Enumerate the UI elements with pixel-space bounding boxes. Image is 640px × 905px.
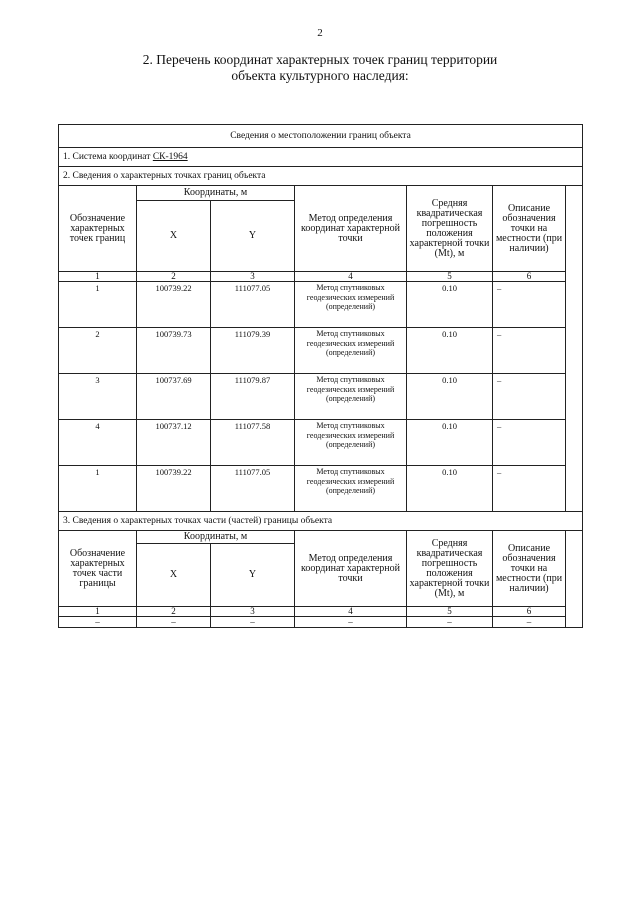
table-row bbox=[59, 328, 583, 374]
header-designation: Обозначение характерных точек границ bbox=[59, 186, 137, 272]
empty-cell: – bbox=[59, 617, 137, 628]
coordinates-table bbox=[58, 118, 583, 628]
method: Метод спутниковых геодезических измерений (определений) bbox=[295, 420, 407, 466]
coord-y: 111079.87 bbox=[211, 374, 295, 420]
header-method-part: Метод определения координат характерной точки bbox=[295, 531, 407, 607]
header-error: Средняя квадратическая погрешность положения характерной точки (Mt), м bbox=[407, 186, 493, 272]
page-number: 2 bbox=[317, 27, 323, 39]
error-value: 0.10 bbox=[407, 282, 493, 328]
column-number: 4 bbox=[295, 607, 407, 617]
header-x: X bbox=[137, 201, 211, 272]
header-description: Описание обозначения точки на местности (при наличии) bbox=[493, 186, 566, 272]
empty-cell: – bbox=[295, 617, 407, 628]
column-number: 1 bbox=[59, 607, 137, 617]
method: Метод спутниковых геодезических измерений (определений) bbox=[295, 374, 407, 420]
point-id: 2 bbox=[59, 328, 137, 374]
header-description-part: Описание обозначения точки на местности (при наличии) bbox=[493, 531, 566, 607]
coordinate-system bbox=[59, 148, 583, 167]
header-y-part: Y bbox=[211, 544, 295, 607]
header-designation-part: Обозначение характерных точек части границы bbox=[59, 531, 137, 607]
column-number: 3 bbox=[211, 272, 295, 282]
column-number-row bbox=[59, 607, 583, 617]
page-heading bbox=[60, 52, 580, 84]
heading-line-2: объекта культурного наследия: bbox=[231, 68, 409, 83]
coord-x: 100737.69 bbox=[137, 374, 211, 420]
coord-x: 100739.22 bbox=[137, 282, 211, 328]
method: Метод спутниковых геодезических измерений (определений) bbox=[295, 466, 407, 512]
point-id: 4 bbox=[59, 420, 137, 466]
method: Метод спутниковых геодезических измерений (определений) bbox=[295, 328, 407, 374]
column-number: 5 bbox=[407, 272, 493, 282]
table-row bbox=[59, 282, 583, 328]
column-number: 4 bbox=[295, 272, 407, 282]
coord-x: 100737.12 bbox=[137, 420, 211, 466]
column-number: 2 bbox=[137, 272, 211, 282]
header-x-part: X bbox=[137, 544, 211, 607]
column-number: 6 bbox=[493, 272, 566, 282]
empty-cell: – bbox=[493, 617, 566, 628]
point-description: – bbox=[493, 466, 566, 512]
empty-cell: – bbox=[211, 617, 295, 628]
column-number: 3 bbox=[211, 607, 295, 617]
heading-line-1: 2. Перечень координат характерных точек границ территории bbox=[142, 52, 498, 67]
coord-x: 100739.22 bbox=[137, 466, 211, 512]
table-row bbox=[59, 420, 583, 466]
error-value: 0.10 bbox=[407, 328, 493, 374]
table-title: Сведения о местоположении границ объекта bbox=[59, 125, 583, 148]
table-row bbox=[59, 374, 583, 420]
coordinate-system-label: 1. Система координат bbox=[63, 152, 153, 162]
header-method: Метод определения координат характерной точки bbox=[295, 186, 407, 272]
column-number: 5 bbox=[407, 607, 493, 617]
empty-cell: – bbox=[137, 617, 211, 628]
table-row bbox=[59, 466, 583, 512]
empty-cell: – bbox=[407, 617, 493, 628]
coord-y: 111077.05 bbox=[211, 466, 295, 512]
column-number: 2 bbox=[137, 607, 211, 617]
coord-y: 111079.39 bbox=[211, 328, 295, 374]
column-number: 1 bbox=[59, 272, 137, 282]
coord-x: 100739.73 bbox=[137, 328, 211, 374]
header-coordinates: Координаты, м bbox=[137, 186, 295, 201]
section-2-title: 2. Сведения о характерных точках границ объекта bbox=[59, 167, 583, 186]
error-value: 0.10 bbox=[407, 420, 493, 466]
point-id: 1 bbox=[59, 466, 137, 512]
table-row-empty bbox=[59, 617, 583, 628]
error-value: 0.10 bbox=[407, 374, 493, 420]
coordinate-system-value: СК-1964 bbox=[152, 152, 188, 162]
point-description: – bbox=[493, 420, 566, 466]
column-number: 6 bbox=[493, 607, 566, 617]
header-error-part: Средняя квадратическая погрешность положения характерной точки (Mt), м bbox=[407, 531, 493, 607]
header-y: Y bbox=[211, 201, 295, 272]
point-description: – bbox=[493, 374, 566, 420]
point-id: 1 bbox=[59, 282, 137, 328]
section-3-title: 3. Сведения о характерных точках части (частей) границы объекта bbox=[59, 512, 583, 531]
header-coordinates-part: Координаты, м bbox=[137, 531, 295, 544]
coord-y: 111077.05 bbox=[211, 282, 295, 328]
point-id: 3 bbox=[59, 374, 137, 420]
column-number-row bbox=[59, 272, 583, 282]
coord-y: 111077.58 bbox=[211, 420, 295, 466]
point-description: – bbox=[493, 282, 566, 328]
error-value: 0.10 bbox=[407, 466, 493, 512]
method: Метод спутниковых геодезических измерений (определений) bbox=[295, 282, 407, 328]
point-description: – bbox=[493, 328, 566, 374]
